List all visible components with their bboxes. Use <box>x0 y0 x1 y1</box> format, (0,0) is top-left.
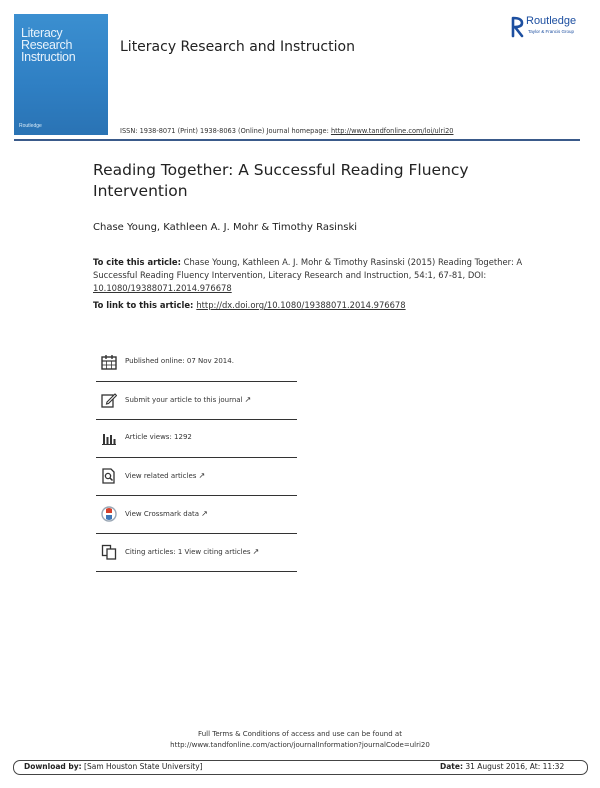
header-divider <box>14 139 580 141</box>
external-link-icon: ↗ <box>244 395 252 404</box>
row-divider <box>96 571 297 573</box>
link-paragraph <box>93 299 533 312</box>
journal-cover <box>14 14 108 135</box>
issn-text: ISSN: 1938-8071 (Print) 1938-8063 (Online) Journal homepage: <box>120 127 331 135</box>
cover-title-line1: Literacy <box>21 26 63 40</box>
terms-link[interactable]: http://www.tandfonline.com/action/journalInformation?journalCode=ulri20 <box>170 741 430 749</box>
download-by <box>24 762 203 771</box>
article-views-label: Article views: 1292 <box>125 433 192 441</box>
download-date <box>440 762 564 771</box>
cite-label: To cite this article: <box>93 257 181 267</box>
download-by-label: Download by: <box>24 762 82 771</box>
terms-footer <box>0 729 600 751</box>
doi-link[interactable]: 10.1080/19388071.2014.976678 <box>93 283 232 293</box>
article-url-link[interactable]: http://dx.doi.org/10.1080/19388071.2014.976678 <box>196 300 406 310</box>
published-online-label: Published online: 07 Nov 2014. <box>125 357 234 365</box>
related-articles-label <box>125 471 205 480</box>
external-link-icon: ↗ <box>252 547 260 556</box>
external-link-icon: ↗ <box>198 471 206 480</box>
journal-homepage-link[interactable]: http://www.tandfonline.com/loi/ulri20 <box>330 127 454 135</box>
citing-articles-label <box>125 547 259 556</box>
bar-chart-icon <box>101 430 117 446</box>
download-by-value: [Sam Houston State University] <box>81 762 203 771</box>
cover-publisher: Routledge <box>19 123 42 129</box>
crossmark-icon <box>101 506 117 522</box>
publisher-name: Routledge <box>526 15 577 27</box>
related-articles-row[interactable] <box>96 458 297 496</box>
terms-line1: Full Terms & Conditions of access and use can be found at <box>198 730 402 738</box>
crossmark-label <box>125 509 208 518</box>
download-date-label: Date: <box>440 762 463 771</box>
publisher-tagline: Taylor & Francis Group <box>528 29 575 34</box>
related-articles-text: View related articles <box>125 472 197 480</box>
submit-article-label <box>125 395 251 404</box>
cite-paragraph <box>93 256 533 295</box>
crossmark-text: View Crossmark data <box>125 510 200 518</box>
cover-title-line3: Instruction <box>21 50 76 64</box>
citing-articles-text: Citing articles: 1 View citing articles <box>125 548 251 556</box>
external-link-icon: ↗ <box>201 509 208 518</box>
journal-title: Literacy Research and Instruction <box>120 39 355 55</box>
edit-icon <box>101 392 117 408</box>
routledge-logo-icon <box>510 16 524 38</box>
calendar-icon <box>101 354 117 370</box>
copy-icon <box>101 544 117 560</box>
article-title: Reading Together: A Successful Reading Fluency Intervention <box>93 161 469 200</box>
submit-article-text: Submit your article to this journal <box>125 396 243 404</box>
download-date-value: 31 August 2016, At: 11:32 <box>462 762 565 771</box>
issn-line <box>120 127 454 135</box>
search-document-icon <box>101 468 117 484</box>
link-label: To link to this article: <box>93 300 197 310</box>
crossmark-row[interactable] <box>96 496 297 534</box>
article-views-row <box>96 420 297 458</box>
download-info-bar <box>13 760 588 775</box>
cite-text: Chase Young, Kathleen A. J. Mohr & Timothy Rasinski (2015) Reading Together: A Successful Reading Fluency Intervention, Literacy Research and Instruction, 54:1, 67-81, DOI: <box>93 257 523 280</box>
citation-block <box>93 256 533 312</box>
submit-article-row[interactable] <box>96 382 297 420</box>
published-online-row <box>96 344 297 382</box>
cover-title-line2: Research <box>21 38 73 52</box>
article-authors: Chase Young, Kathleen A. J. Mohr & Timothy Rasinski <box>93 222 358 233</box>
citing-articles-row[interactable] <box>96 534 297 572</box>
